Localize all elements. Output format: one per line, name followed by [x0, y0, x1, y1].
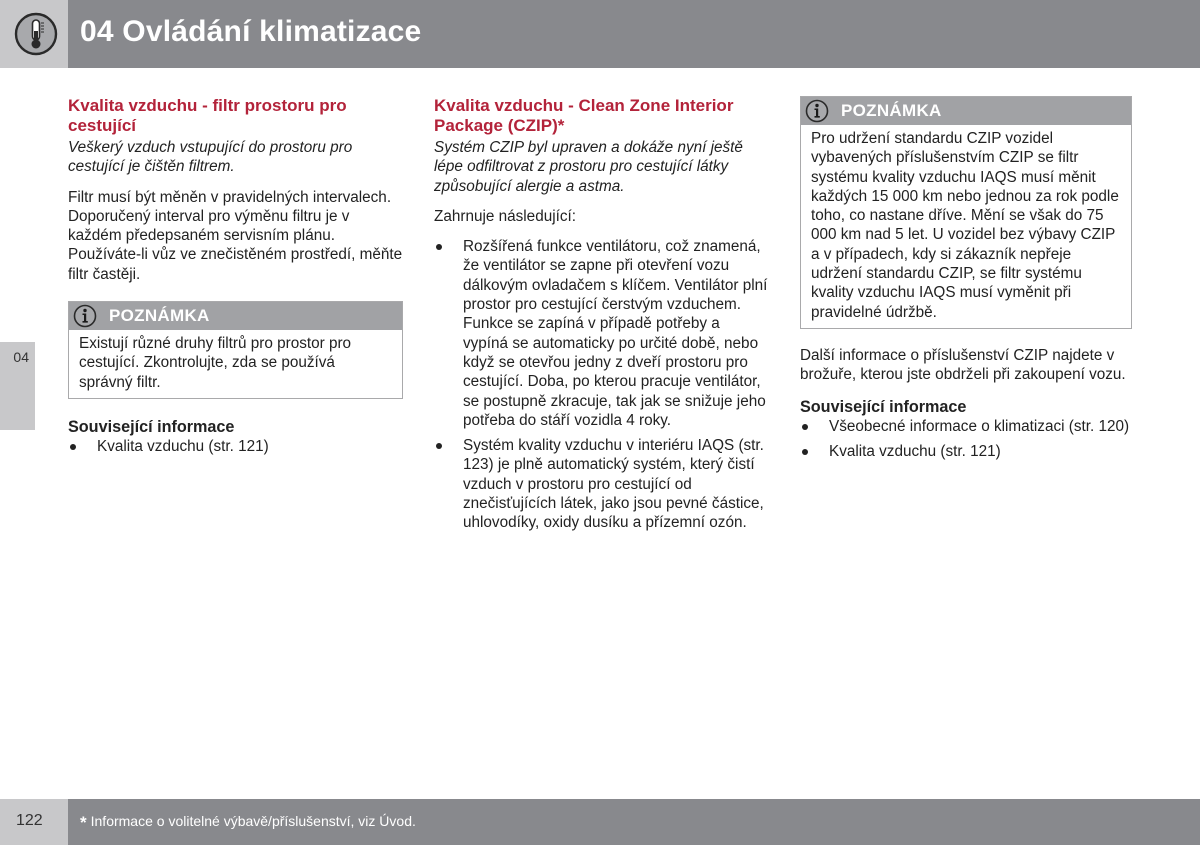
page-number: 122	[16, 812, 43, 829]
section-heading: Kvalita vzduchu - filtr prostoru pro cestující	[68, 96, 347, 135]
chapter-title: 04 Ovládání klimatizace	[80, 15, 422, 48]
feature-list	[434, 237, 769, 532]
feature-item: Rozšířená funkce ventilátoru, což znamená, že ventilátor se zapne při otevření vozu dálkovým ovladačem s klíčem. Ventilátor plní prostor pro cestující čerstvým vzduchem. Funkce se zapíná v případě potřeby a vypíná se automaticky po určité době, nebo když se otevřou jedny z dveří prostoru pro cestující. Doba, po kterou pracuje ventilátor, se postupně zkracuje, tak jak se snižuje jeho potřeba do stáří vozidla 4 roky.	[434, 237, 769, 430]
note-box	[800, 96, 1132, 329]
section-heading: Kvalita vzduchu - Clean Zone Interior Package (CZIP)*	[434, 96, 734, 135]
info-icon	[805, 99, 829, 123]
column-2	[434, 96, 769, 539]
column-1	[68, 96, 403, 462]
related-link[interactable]: Všeobecné informace o klimatizaci (str. 120)	[800, 417, 1132, 436]
note-body: Pro udržení standardu CZIP vozidel vybavených příslušenstvím CZIP se filtr systému kvality vzduchu IAQS musí měnit každých 15 000 km nebo jednou za rok podle toho, co nastane dříve. Mění se však do 75 000 km nad 5 let. U vozidel bez výbavy CZIP a v případech, kdy si zákazník nepřeje udržení standardu CZIP, se filtr systému kvality vzduchu IAQS musí vyměnit při pravidelné údržbě.	[811, 130, 1119, 321]
column-3	[800, 96, 1132, 467]
related-link[interactable]: Kvalita vzduchu (str. 121)	[68, 437, 403, 456]
section-paragraph: Filtr musí být měněn v pravidelných intervalech. Doporučený interval pro výměnu filtru je v každém předepsaném servisním plánu. Používáte-li vůz ve znečistěném prostředí, měňte filtr častěji.	[68, 188, 403, 283]
section-lead: Systém CZIP byl upraven a dokáže nyní ještě lépe odfiltrovat z prostoru pro cestující látky způsobující alergie a astma.	[434, 139, 743, 195]
header-icon-area	[0, 0, 68, 68]
footnote-marker: *	[80, 813, 87, 832]
footnote	[80, 813, 416, 833]
related-heading: Související informace	[800, 397, 967, 416]
note-body: Existují různé druhy filtrů pro prostor pro cestující. Zkontrolujte, zda se používá správný filtr.	[79, 335, 352, 391]
related-heading: Související informace	[68, 417, 235, 436]
note-header	[801, 97, 1131, 125]
section-intro: Zahrnuje následující:	[434, 207, 577, 225]
note-box	[68, 301, 403, 399]
thermometer-icon	[14, 12, 58, 56]
note-title: POZNÁMKA	[109, 306, 210, 326]
footnote-text: Informace o volitelné výbavě/příslušenství, viz Úvod.	[90, 813, 416, 829]
related-list	[68, 437, 403, 456]
note-header	[69, 302, 402, 330]
feature-item: Systém kvality vzduchu v interiéru IAQS (str. 123) je plně automatický systém, který čistí vzduch v prostoru pro cestující od znečisťujících látek, jako jsou pevné částice, uhlovodíky, oxidy dusíku a přízemní ozón.	[434, 436, 769, 532]
related-list	[800, 417, 1132, 462]
chapter-side-tab[interactable]	[0, 342, 35, 430]
related-link[interactable]: Kvalita vzduchu (str. 121)	[800, 442, 1132, 461]
info-icon	[73, 304, 97, 328]
chapter-tab-label: 04	[13, 349, 29, 365]
section-lead: Veškerý vzduch vstupující do prostoru pro cestující je čištěn filtrem.	[68, 139, 353, 176]
section-paragraph: Další informace o příslušenství CZIP najdete v brožuře, kterou jste obdrželi při zakoupení vozu.	[800, 346, 1126, 384]
note-title: POZNÁMKA	[841, 101, 942, 120]
